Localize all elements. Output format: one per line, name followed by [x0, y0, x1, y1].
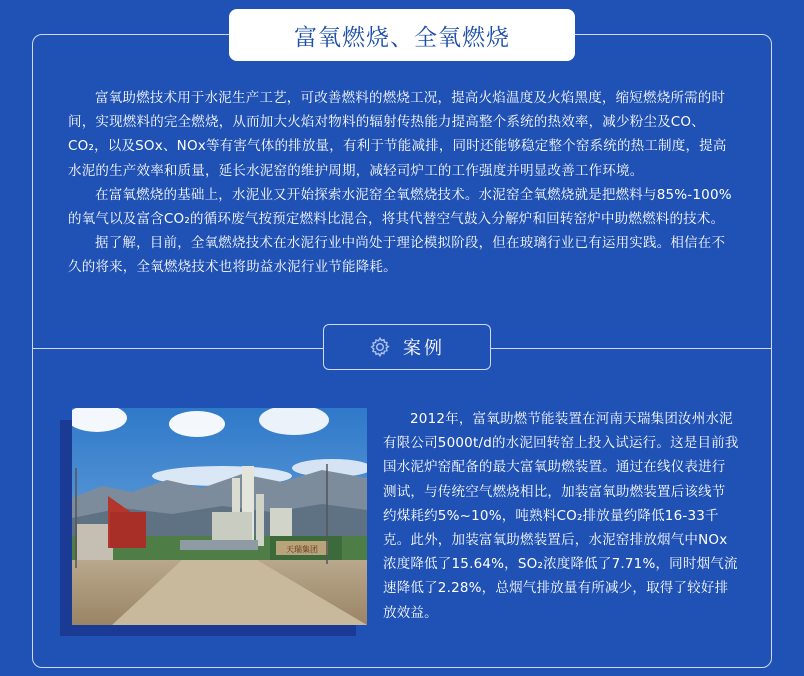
section-title-box	[229, 9, 575, 61]
case-paragraph: 2012年，富氧助燃节能装置在河南天瑞集团汝州水泥有限公司5000t/d的水泥回转窑上投入试运行。这是目前我国水泥炉窑配备的最大富氧助燃装置。通过在线仪表进行测试，与传统空气燃烧相比，加装富氧助燃装置后该线节约煤耗约5%~10%，吨熟料CO₂排放量约降低16-33千克。此外，加装富氧助燃装置后，水泥窑排放烟气中NOx浓度降低了15.64%，SO₂浓度降低了7.71%，同时烟气流速降低了2.28%，总烟气排放量有所减少，取得了较好排放效益。	[383, 411, 739, 621]
case-text	[383, 407, 739, 625]
gear-icon	[369, 336, 391, 358]
intro-paragraph: 据了解，目前，全氧燃烧技术在水泥行业中尚处于理论模拟阶段，但在玻璃行业已有运用实践。相信在不久的将来，全氧燃烧技术也将助益水泥行业节能降耗。	[68, 235, 726, 276]
gate-sign-text: 天瑞集团	[286, 545, 318, 554]
intro-paragraph: 富氧助燃技术用于水泥生产工艺，可改善燃料的燃烧工况，提高火焰温度及火焰黑度，缩短燃烧所需的时间，实现燃料的完全燃烧，从而加大火焰对物料的辐射传热能力提高整个系统的热效率，减少粉尘及CO、CO₂，以及SOx、NOx等有害气体的排放量，有利于节能减排，同时还能够稳定整个窑系统的热工制度，提高水泥的生产效率和质量，延长水泥窑的维护周期，减轻司炉工的工作强度并明显改善工作环境。	[68, 90, 727, 179]
intro-paragraph: 在富氧燃烧的基础上，水泥业又开始探索水泥窑全氧燃烧技术。水泥窑全氧燃烧就是把燃料与85%-100%的氧气以及富含CO₂的循环废气按预定燃料比混合，将其代替空气鼓入分解炉和回转窑炉中助燃燃料的技术。	[68, 186, 732, 228]
intro-text	[68, 86, 738, 280]
case-heading-box	[323, 324, 491, 370]
case-heading: 案例	[403, 338, 445, 359]
page-title: 富氧燃烧、全氧燃烧	[294, 24, 510, 51]
cement-plant-photo	[72, 408, 367, 625]
